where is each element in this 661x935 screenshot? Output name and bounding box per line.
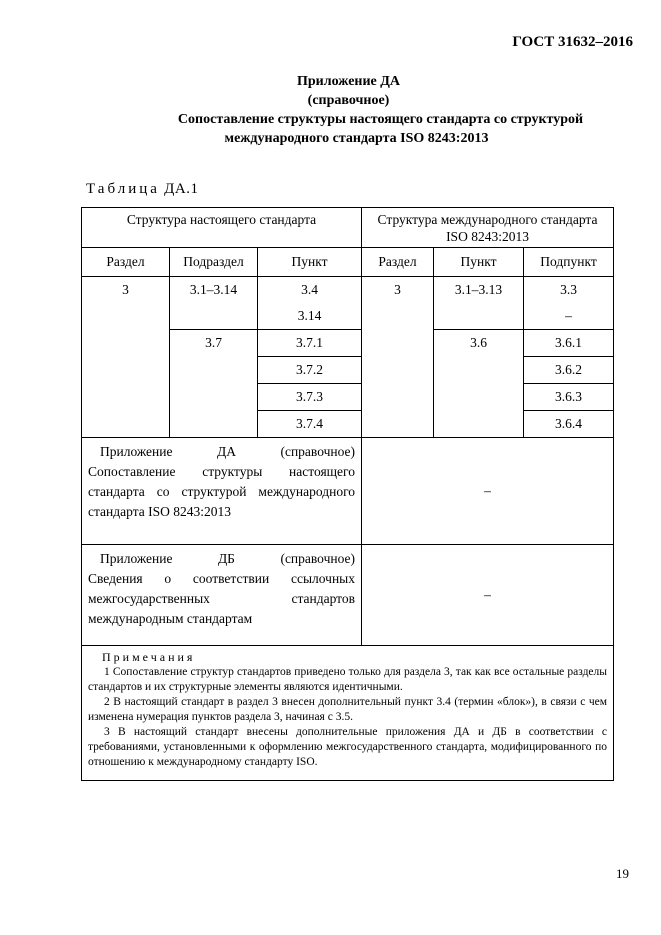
structure-comparison-table xyxy=(81,207,614,781)
col-header: Подпункт xyxy=(524,248,614,277)
col-header: Раздел xyxy=(362,248,434,277)
right-point: 3.1–3.13 xyxy=(454,282,503,297)
table-cell: 3.7.4 xyxy=(258,411,362,438)
table-caption-number: ДА.1 xyxy=(164,181,199,197)
table-cell: 3.6.2 xyxy=(524,357,614,384)
left-section-cell xyxy=(82,277,170,438)
standard-number: ГОСТ 31632–2016 xyxy=(512,34,633,50)
notes-header: Примечания xyxy=(102,650,196,664)
left-section: 3 xyxy=(122,282,129,297)
col-header: Пункт xyxy=(258,248,362,277)
table-caption-word: Таблица xyxy=(86,181,160,197)
table-cell: 3.7.3 xyxy=(258,384,362,411)
appendix-db-line1: Приложение ДБ (справочное) xyxy=(100,551,356,566)
group-header-right: Структура международного стандарта ISO 8243:2013 xyxy=(362,208,614,248)
appendix-da-counterpart: – xyxy=(362,438,614,545)
right-point: 3.6 xyxy=(470,335,487,350)
right-subpoints-cell xyxy=(524,277,614,330)
page-number: 19 xyxy=(616,866,629,881)
table-cell: 3.7.1 xyxy=(258,330,362,357)
table-cell: 3.14 xyxy=(297,308,322,323)
table-cell: 3.6.4 xyxy=(524,411,614,438)
note-item: 3 В настоящий стандарт внесены дополнительные приложения ДА и ДБ в соответствии с требованиями, установленными к оформлению межгосударственного стандарта, модифицированного по отношению к международному стандарту ISO. xyxy=(88,726,608,768)
appendix-db-counterpart: – xyxy=(362,545,614,646)
col-header: Раздел xyxy=(82,248,170,277)
appendix-db-text: Сведения о соответствии ссылочных межгосударственных стандартов международным стандартам xyxy=(88,571,356,626)
appendix-heading-line1: Сопоставление структуры настоящего стандарта со структурой xyxy=(177,112,584,127)
appendix-title: Приложение ДА xyxy=(296,74,401,89)
notes-cell xyxy=(82,646,614,781)
table-cell: – xyxy=(565,308,572,323)
left-points-cell xyxy=(258,277,362,330)
table-cell: 3.4 xyxy=(301,282,318,297)
right-section-cell xyxy=(362,277,434,438)
left-subsection: 3.1–3.14 xyxy=(189,282,238,297)
right-section: 3 xyxy=(394,282,401,297)
appendix-da-cell xyxy=(82,438,362,545)
note-item: 1 Сопоставление структур стандартов приведено только для раздела 3, так как все остальные разделы стандартов и их структурные элементы являются идентичными. xyxy=(88,666,608,693)
appendix-heading xyxy=(0,72,661,148)
table-cell: 3.7.2 xyxy=(258,357,362,384)
table-caption xyxy=(86,181,198,198)
left-subsection: 3.7 xyxy=(205,335,222,350)
appendix-heading-line2: международного стандарта ISO 8243:2013 xyxy=(224,131,489,146)
right-point-cell xyxy=(434,330,524,438)
group-header-left: Структура настоящего стандарта xyxy=(82,208,362,248)
left-subsection-cell xyxy=(170,277,258,330)
left-subsection-cell xyxy=(170,330,258,438)
col-header: Пункт xyxy=(434,248,524,277)
appendix-kind: (справочное) xyxy=(307,93,390,108)
note-item: 2 В настоящий стандарт в раздел 3 внесен дополнительный пункт 3.4 (термин «блок»), в связи с чем изменена нумерация пунктов раздела 3, начиная с 3.5. xyxy=(88,696,608,723)
table-cell: 3.6.1 xyxy=(524,330,614,357)
right-point-cell xyxy=(434,277,524,330)
appendix-db-cell xyxy=(82,545,362,646)
table-cell: 3.3 xyxy=(560,282,577,297)
table-cell: 3.6.3 xyxy=(524,384,614,411)
col-header: Подраздел xyxy=(170,248,258,277)
appendix-da-text: Сопоставление структуры настоящего стандарта со структурой международного стандарта ISO 8243:2013 xyxy=(88,464,356,519)
appendix-da-line1: Приложение ДА (справочное) xyxy=(100,444,356,459)
